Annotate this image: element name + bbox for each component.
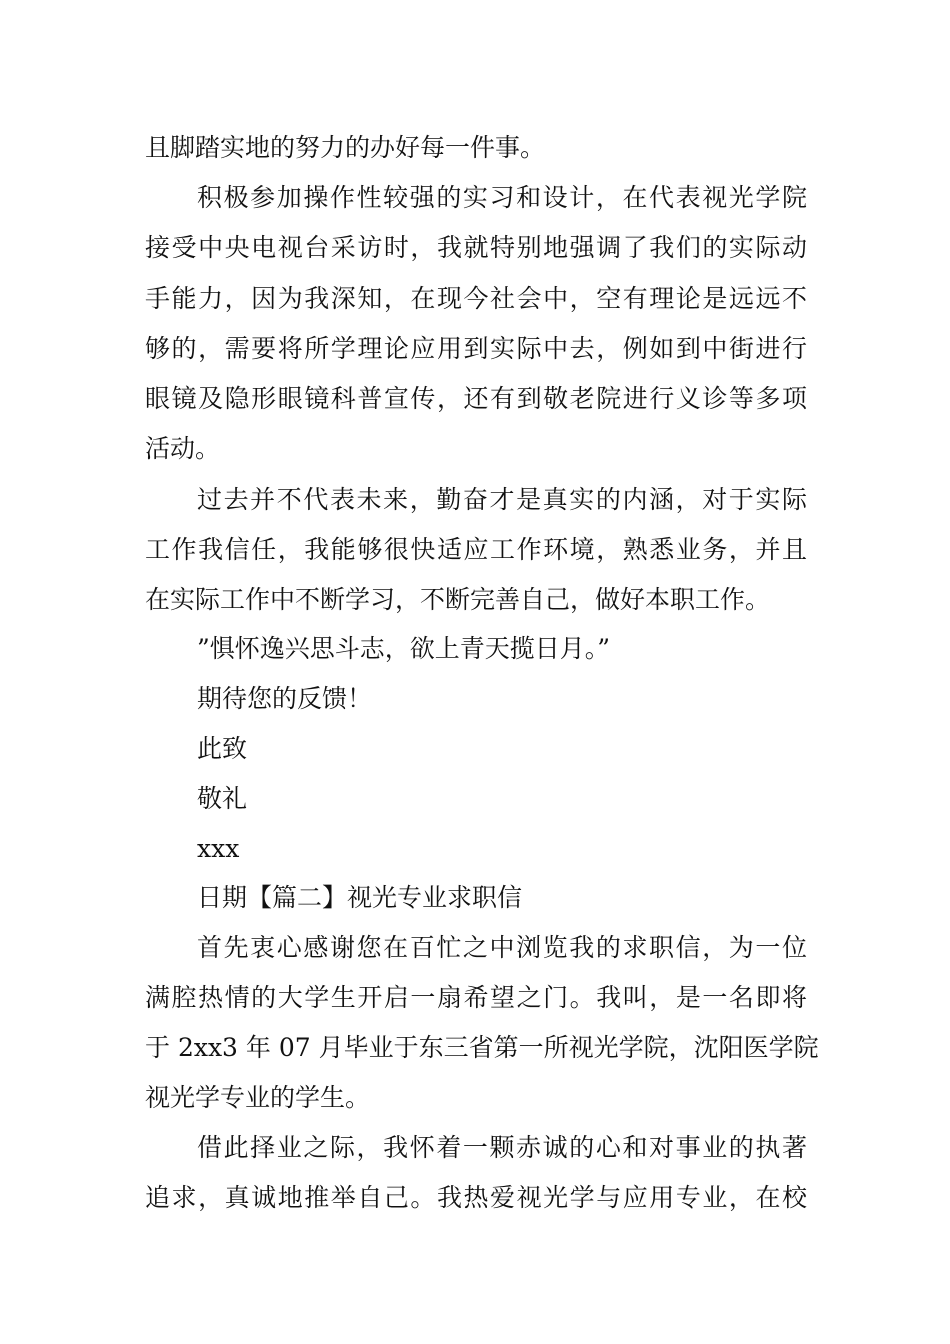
text-line: 期待您的反馈！ — [197, 684, 373, 713]
text-line: 手能力，因为我深知，在现今社会中，空有理论是远远不 — [145, 284, 807, 313]
text-line: 过去并不代表未来，勤奋才是真实的内涵，对于实际 — [197, 485, 807, 514]
text-line: 在实际工作中不断学习，不断完善自己，做好本职工作。 — [145, 585, 771, 614]
text-line: 首先衷心感谢您在百忙之中浏览我的求职信，为一位 — [197, 933, 807, 962]
text-line: 日期【篇二】视光专业求职信 — [197, 883, 523, 912]
text-line: 且脚踏实地的努力的办好每一件事。 — [145, 133, 546, 162]
text-line: 追求，真诚地推举自己。我热爱视光学与应用专业，在校 — [145, 1183, 807, 1212]
text-line: 此致 — [197, 734, 248, 763]
text-line: 接受中央电视台采访时，我就特别地强调了我们的实际动 — [145, 233, 807, 262]
text-line: 借此择业之际，我怀着一颗赤诚的心和对事业的执著 — [197, 1133, 807, 1162]
text-line: 够的，需要将所学理论应用到实际中去，例如到中街进行 — [145, 334, 807, 363]
text-line: 于 2xx3 年 07 月毕业于东三省第一所视光学院，沈阳医学院 — [145, 1033, 819, 1062]
text-line: 活动。 — [145, 434, 221, 463]
text-line: xxx — [197, 834, 240, 863]
text-line: ”惧怀逸兴思斗志，欲上青天揽日月。” — [197, 634, 611, 663]
text-line: 敬礼 — [197, 784, 248, 813]
text-line: 视光学专业的学生。 — [145, 1083, 371, 1112]
text-line: 工作我信任，我能够很快适应工作环境，熟悉业务，并且 — [145, 535, 807, 564]
text-line: 眼镜及隐形眼镜科普宣传，还有到敬老院进行义诊等多项 — [145, 384, 807, 413]
text-line: 满腔热情的大学生开启一扇希望之门。我叫，是一名即将 — [145, 983, 807, 1012]
text-line: 积极参加操作性较强的实习和设计，在代表视光学院 — [197, 183, 807, 212]
